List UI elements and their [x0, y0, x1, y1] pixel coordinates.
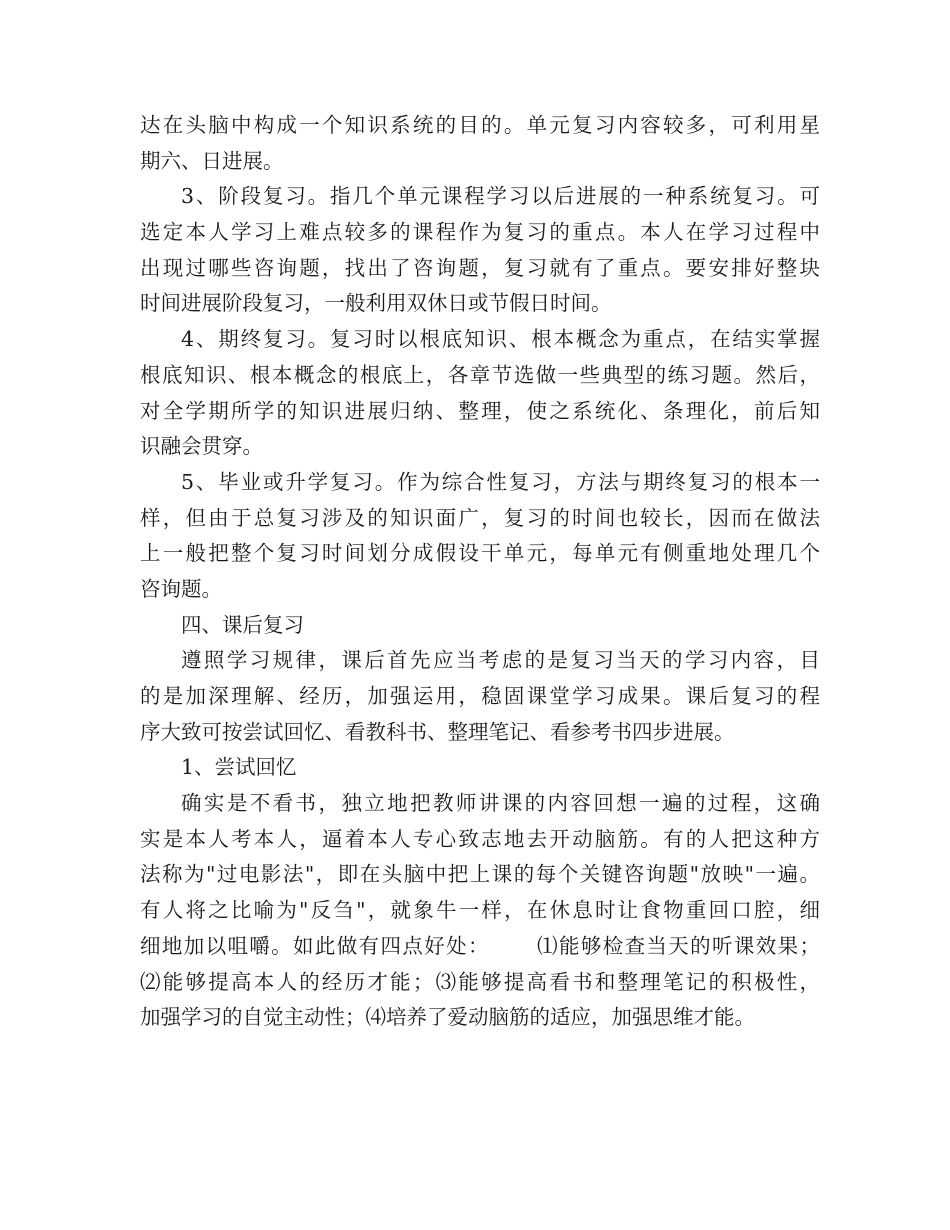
text-line: 达在头脑中构成一个知识系统的目的。单元复习内容较多，可利用星: [140, 113, 820, 137]
text-line: 遵照学习规律，课后首先应当考虑的是复习当天的学习内容，目: [181, 648, 820, 673]
text-line: 样，但由于总复习涉及的知识面广，复习的时间也较长，因而在做法: [140, 505, 820, 530]
body-text: [140, 108, 820, 1036]
text-line: 根底知识、根本概念的根底上，各章节选做一些典型的练习题。然后，: [140, 362, 820, 387]
text-line: 上一般把整个复习时间划分成假设干单元，每单元有侧重地处理几个: [140, 541, 820, 566]
subsection-heading: 1、尝试回忆: [181, 755, 297, 780]
text-line: 选定本人学习上难点较多的课程作为复习的重点。本人在学习过程中: [140, 220, 820, 245]
text-line: 3、阶段复习。指几个单元课程学习以后进展的一种系统复习。可: [181, 184, 820, 209]
text-line: 的是加深理解、经历，加强运用，稳固课堂学习成果。课后复习的程: [140, 684, 820, 708]
text-line: 识融会贯穿。: [140, 434, 263, 459]
text-line: 出现过哪些咨询题，找出了咨询题，复习就有了重点。要安排好整块: [140, 255, 820, 280]
text-line: ⑵能够提高本人的经历才能；⑶能够提高看书和整理笔记的积极性，: [140, 969, 820, 994]
text-line: 咨询题。: [140, 576, 222, 601]
text-line: 细地加以咀嚼。如此做有四点好处： ⑴能够检查当天的听课效果；: [140, 933, 820, 958]
section-heading: 四、课后复习: [181, 612, 304, 637]
text-line: 对全学期所学的知识进展归纳、整理，使之系统化、条理化，前后知: [140, 398, 820, 423]
text-line: 期六、日进展。: [140, 148, 284, 173]
text-line: 时间进展阶段复习，一般利用双休日或节假日时间。: [140, 291, 612, 316]
text-line: 法称为"过电影法"，即在头脑中把上课的每个关键咨询题"放映"一遍。: [140, 862, 820, 887]
text-line: 4、期终复习。复习时以根底知识、根本概念为重点，在结实掌握: [181, 327, 820, 352]
text-line: 序大致可按尝试回忆、看教科书、整理笔记、看参考书四步进展。: [140, 719, 735, 744]
text-line: 确实是不看书，独立地把教师讲课的内容回想一遍的过程，这确: [181, 791, 820, 816]
text-line: 加强学习的自觉主动性；⑷培养了爱动脑筋的适应，加强思维才能。: [140, 1005, 755, 1030]
text-line: 5、毕业或升学复习。作为综合性复习，方法与期终复习的根本一: [181, 469, 820, 494]
text-line: 实是本人考本人，逼着本人专心致志地去开动脑筋。有的人把这种方: [140, 826, 820, 851]
text-line: 有人将之比喻为"反刍"，就象牛一样，在休息时让食物重回口腔，细: [140, 898, 820, 923]
